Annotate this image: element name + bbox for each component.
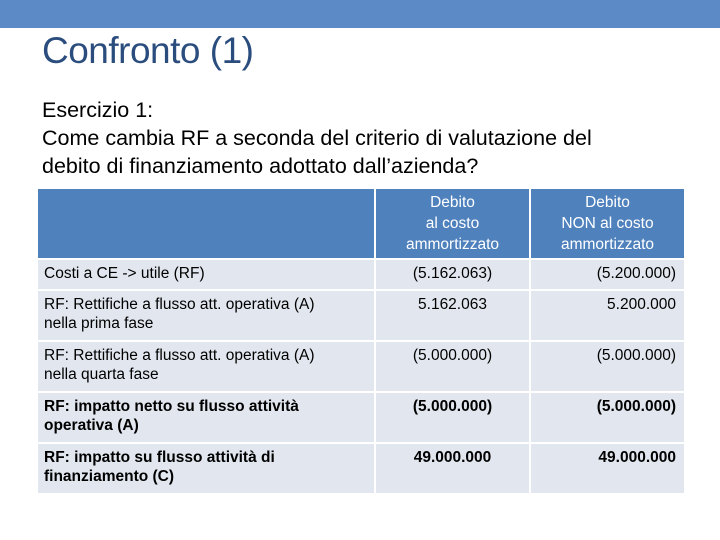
row-label: RF: Rettifiche a flusso att. operativa (A) nella prima fase [37,290,375,341]
table-header-row [37,188,685,259]
intro-text [42,96,702,180]
row-value-amortized: 5.162.063 [375,290,530,341]
top-accent-bar [0,0,720,28]
row-value-amortized: (5.000.000) [375,341,530,392]
row-label: RF: impatto su flusso attività di finanziamento (C) [37,443,375,494]
header-not-amortized-cost: Debito NON al costo ammortizzato [530,188,685,259]
header-amortized-cost: Debito al costo ammortizzato [375,188,530,259]
slide-title: Confronto (1) [42,30,254,71]
row-value-amortized: (5.000.000) [375,392,530,443]
intro-line-1: Come cambia RF a seconda del criterio di valutazione del [42,126,592,150]
intro-heading: Esercizio 1: [42,98,154,122]
header-blank-cell [37,188,375,259]
row-value-amortized: 49.000.000 [375,443,530,494]
comparison-table [36,187,686,495]
row-value-not-amortized: 49.000.000 [530,443,685,494]
row-label: RF: impatto netto su flusso attività operativa (A) [37,392,375,443]
table-row [37,259,685,290]
table-row [37,341,685,392]
row-value-not-amortized: (5.000.000) [530,341,685,392]
table-row [37,443,685,494]
row-label: RF: Rettifiche a flusso att. operativa (A) nella quarta fase [37,341,375,392]
table-row [37,392,685,443]
table-row [37,290,685,341]
row-value-not-amortized: (5.200.000) [530,259,685,290]
row-value-not-amortized: (5.000.000) [530,392,685,443]
row-value-amortized: (5.162.063) [375,259,530,290]
row-value-not-amortized: 5.200.000 [530,290,685,341]
row-label: Costi a CE -> utile (RF) [37,259,375,290]
intro-line-2: debito di finanziamento adottato dall’azienda? [42,154,479,178]
